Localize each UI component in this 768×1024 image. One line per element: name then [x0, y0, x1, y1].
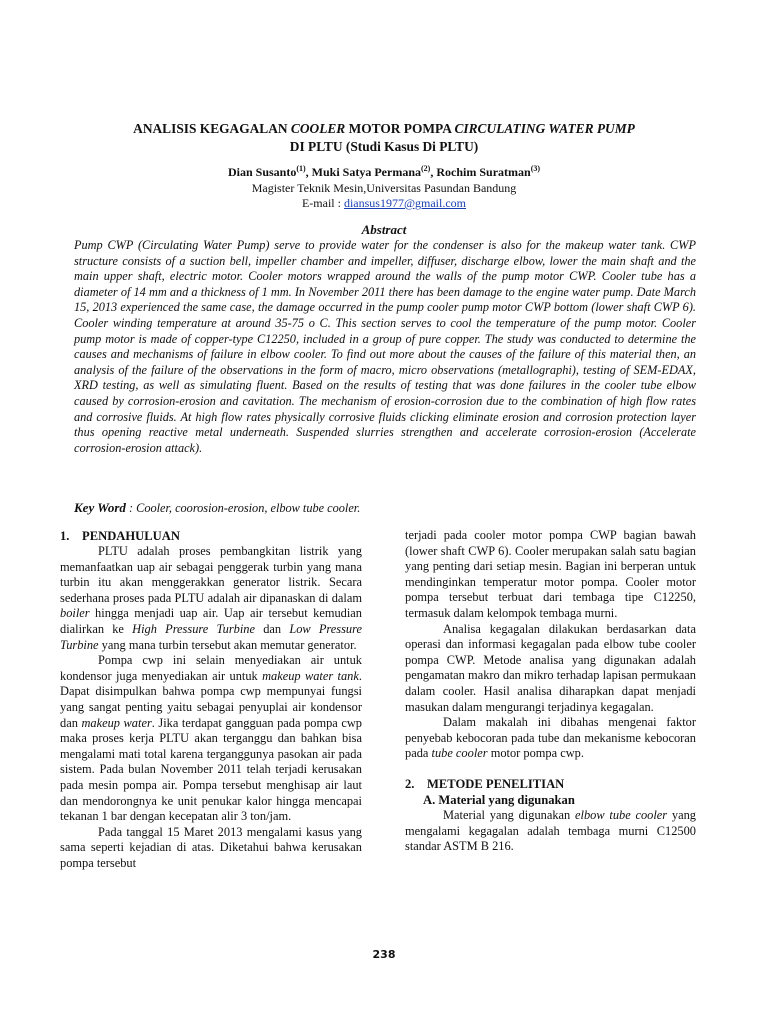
abstract-body: Pump CWP (Circulating Water Pump) serve to provide water for the condenser is also for the makeup water tank. CWP structure consists of a suction bell, impeller chamber and impeller, diffuser, discharge elbow, lower the main shaft and the main upper shaft, electric motor. Cooler motors wrapped around the walls of the pump motor CWP. Cooler tube has a diameter of 14 mm and a thickness of 1 mm. In November 2011 there has been damage to the engine water pump. Date March 15, 2013 experienced the same case, the damage occurred in the pump cooler pump motor CWP bottom (lower shaft CWP 6). Cooler winding temperature at around 35-75 o C. This section serves to cool the temperature of the pump motor. Cooler pump motor is made of copper-type C12250, included in a group of pure copper. The study was conducted to determine the causes and mechanisms of failure in elbow cooler. To find out more about the causes of the failure of this material then, an analysis of the failure of the observations in the form of macro, micro observations (metallographi), testing of SEM-EDAX, XRD testing, as well as simulating fluent. Based on the results of testing that was done failures in the cooler tube elbow caused by corrosion-erosion and cavitation. The mechanism of erosion-corrosion due to the combination of high flow rates and corrosive fluids. At high flow rates physically corrosive fluids clicking eliminate erosion and corrosion protection layer thus opening reactive metal underneath. Suspended slurries strengthen and accelerate corrosion-erosion (Accelerate corrosion-erosion attack). — [74, 238, 696, 455]
email-link[interactable]: diansus1977@gmail.com — [343, 196, 467, 210]
abstract-heading: Abstract — [361, 222, 407, 237]
keywords: Key Word : Cooler, coorosion-erosion, elbow tube cooler. — [74, 500, 361, 515]
subsection-a-heading: A. Material yang digunakan — [423, 792, 575, 807]
intro-paragraph-5: Dalam makalah ini dibahas mengenai faktor penyebab kebocoran pada tube dan mekanisme kebocoran pada tube cooler motor pompa cwp. — [405, 715, 696, 761]
section-2-heading: 2. METODE PENELITIAN — [405, 776, 565, 791]
intro-paragraph-4: Analisa kegagalan dilakukan berdasarkan data operasi dan informasi kegagalan pada elbow tube cooler pompa CWP. Metode analisa yang digunakan adalah pengamatan makro dan mikro terhadap lapisan permukaan dalam cooler. Hasil analisa diharapkan dapat menjadi masukan dalam mengurangi terjadinya kegagalan. — [405, 621, 696, 714]
title-line-2: DI PLTU (Studi Kasus Di PLTU) — [289, 139, 479, 154]
section-gap — [405, 762, 696, 776]
title-line-1: ANALISIS KEGAGALAN COOLER MOTOR POMPA CIRCULATING WATER PUMP — [133, 121, 635, 136]
intro-paragraph-1: PLTU adalah proses pembangkitan listrik yang memanfaatkan uap air sebagai penggerak turbin yang mana turbin itu akan menggerakkan generator listrik. Secara sederhana proses pada PLTU adalah air dipanaskan di dalam boiler hingga menjadi uap air. Uap air tersebut kemudian dialirkan ke High Pressure Turbine dan Low Pressure Turbine yang mana turbin tersebut akan memutar generator. — [60, 544, 362, 652]
paper-title — [60, 120, 708, 156]
intro-paragraph-3-continued: terjadi pada cooler motor pompa CWP bagian bawah (lower shaft CWP 6). Cooler merupakan salah satu bagian yang penting dari setiap mesin. Bagian ini berperan untuk mendinginkan temperatur motor pompa. Cooler motor pompa tersebut terbuat dari tembaga tipe C12250, termasuk dalam kelompok tembaga murni. — [405, 528, 696, 620]
affiliation: Magister Teknik Mesin,Universitas Pasundan Bandung — [251, 181, 517, 195]
section-1-heading: 1. PENDAHULUAN — [60, 529, 180, 543]
left-column — [60, 528, 362, 871]
email-line: E-mail : diansus1977@gmail.com — [301, 196, 467, 210]
intro-paragraph-2: Pompa cwp ini selain menyediakan air untuk kondensor juga menyediakan air untuk makeup water tank. Dapat disimpulkan bahwa pompa cwp mempunyai fungsi yang sangat penting yaitu sebagai penyuplai air kondensor dan makeup water. Jika terdapat gangguan pada pompa cwp maka proses kerja PLTU akan terganggu dan bahkan bisa mengalami mati total karena terganggunya pasokan air pada sistem. Pada bulan November 2011 telah terjadi kerusakan pada mesin pompa air. Pompa tersebut menghisap air laut dan mendorongnya ke unit penukar kalor hingga mencapai tekanan 1 bar dengan kecepatan alir 3 ton/jam. — [60, 653, 362, 824]
keyword-label: Key Word — [74, 500, 126, 515]
author-list: Dian Susanto$^{(1)}$, Muki Satya Permana$^{(2)}$, Rochim Suratman$^{(3)}$ — [227, 164, 541, 179]
intro-paragraph-3: Pada tanggal 15 Maret 2013 mengalami kasus yang sama seperti kejadian di atas. Diketahui bahwa kerusakan pompa tersebut — [60, 824, 362, 870]
right-column — [405, 528, 696, 855]
method-paragraph-1: Material yang digunakan elbow tube cooler yang mengalami kegagalan adalah tembaga murni C12500 standar ASTM B 216. — [405, 807, 697, 854]
page-number: 238 — [372, 948, 396, 961]
